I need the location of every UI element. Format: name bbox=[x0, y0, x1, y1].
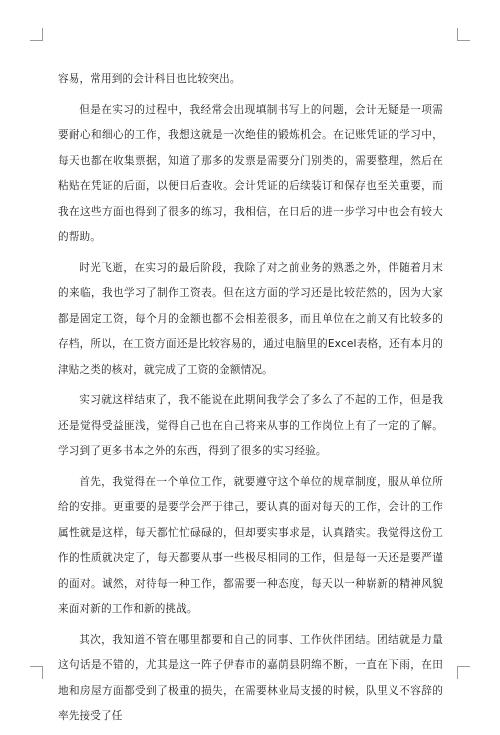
paragraph-first-lesson: 首先，我觉得在一个单位工作，就要遵守这个单位的规章制度，服从单位所给的安排。更重要的是要学会严于律己，要认真的面对每天的工作，会计的工作属性就是这样，每天都忙忙碌碌的，但却要实事求是，认真踏实。我觉得这份工作的性质就决定了，每天都要从事一些极尽相同的工作，但是每一天还是要严谨的面对。诚然，对待每一种工作，都需要一种态度，每天以一种崭新的精神风貌来面对新的工作和新的挑战。 bbox=[58, 475, 443, 615]
paragraph-second-lesson: 其次，我知道不管在哪里都要和自己的同事、工作伙伴团结。团结就是力量这句话是不错的，尤其是这一阵子伊春市的嘉荫县阴绵不断，一直在下雨，在田地和房屋方面都受到了极重的损失，在需要林业局支援的时候，队里义不容辞的率先接受了任 bbox=[58, 633, 443, 722]
paragraph-continuation: 容易，常用到的会计科目也比较突出。 bbox=[58, 73, 241, 85]
crop-mark-bottom-right bbox=[457, 666, 470, 679]
document-body bbox=[58, 67, 443, 735]
crop-mark-bottom-left bbox=[30, 666, 43, 679]
paragraph-payroll: 时光飞逝，在实习的最后阶段，我除了对之前业务的熟悉之外，伴随着月末的来临，我也学习了制作工资表。但在这方面的学习还是比较茫然的，因为大家都是固定工资，每个月的金额也都不会相差很多，而且单位在之前又有比较多的存档，所以，在工资方面还是比较容易的，通过电脑里的Excel表格，还有本月的津贴之类的核对，就完成了工资的金额情况。 bbox=[58, 261, 443, 376]
paragraph-voucher-practice: 但是在实习的过程中，我经常会出现填制书写上的问题，会计无疑是一项需要耐心和细心的工作，我想这就是一次绝佳的锻炼机会。在记账凭证的学习中，每天也都在收集票据，知道了那多的发票是需要分门别类的，需要整理，然后在粘贴在凭证的后面，以便日后查收。会计凭证的后续装订和保存也至关重要，而我在这些方面也得到了很多的练习，我相信，在日后的进一步学习中也会有较大的帮助。 bbox=[58, 103, 443, 243]
paragraph-internship-end: 实习就这样结束了，我不能说在此期间我学会了多么了不起的工作，但是我还是觉得受益匪浅，觉得自己也在自己将来从事的工作岗位上有了一定的了解。学习到了更多书本之外的东西，得到了很多的实习经验。 bbox=[58, 394, 443, 457]
crop-mark-top-left bbox=[30, 28, 43, 41]
crop-mark-top-right bbox=[457, 28, 470, 41]
